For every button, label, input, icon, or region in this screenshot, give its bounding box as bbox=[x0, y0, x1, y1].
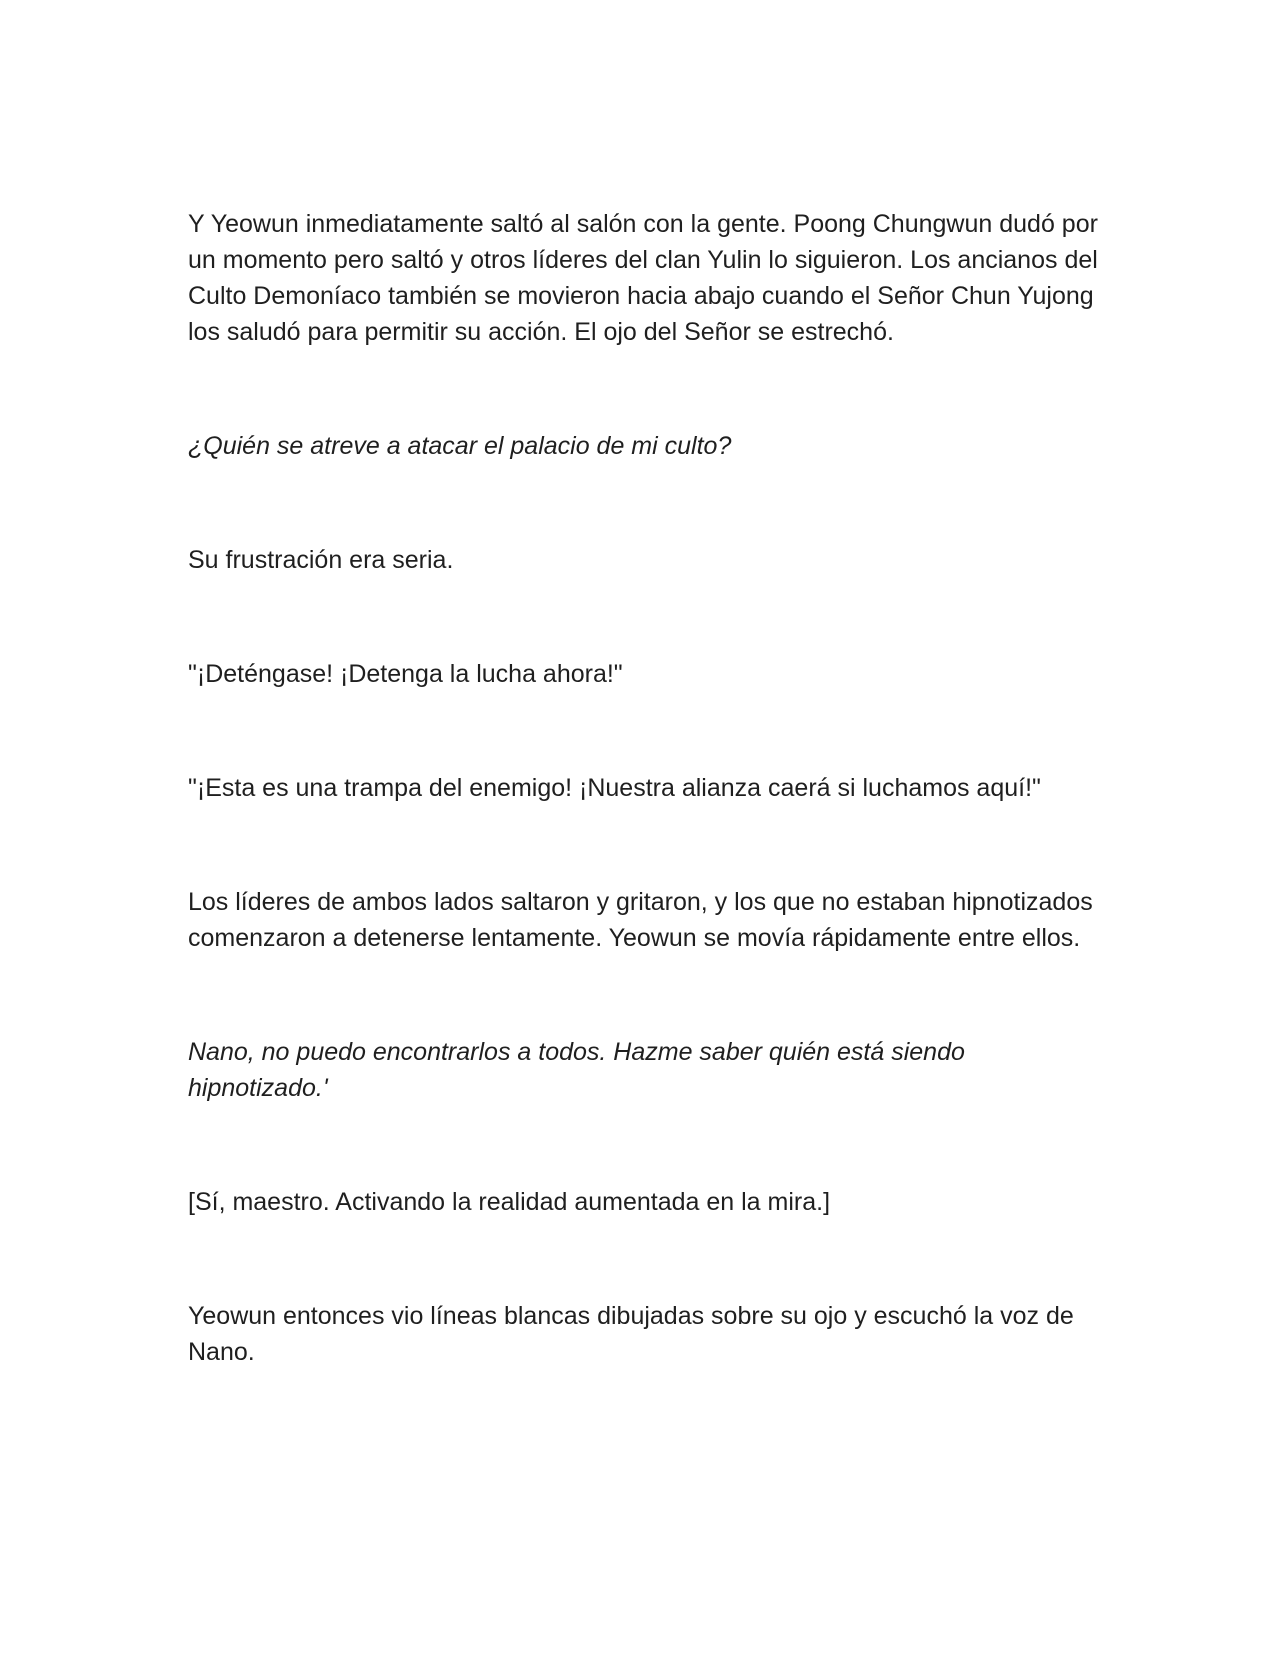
paragraph-enemy-trap: "¡Esta es una trampa del enemigo! ¡Nuestra alianza caerá si luchamos aquí!" bbox=[188, 774, 1041, 802]
document-body bbox=[188, 206, 1098, 1370]
paragraph-who-dares: ¿Quién se atreve a atacar el palacio de mi culto? bbox=[188, 432, 732, 460]
paragraph-white-lines: Yeowun entonces vio líneas blancas dibujadas sobre su ojo y escuchó la voz de Nano. bbox=[188, 1302, 1074, 1366]
paragraph-nano-reply: [Sí, maestro. Activando la realidad aumentada en la mira.] bbox=[188, 1188, 831, 1216]
paragraph-yeowun-jumps: Y Yeowun inmediatamente saltó al salón con la gente. Poong Chungwun dudó por un momento pero saltó y otros líderes del clan Yulin lo siguieron. Los ancianos del Culto Demoníaco también se movieron hacia abajo cuando el Señor Chun Yujong los saludó para permitir su acción. El ojo del Señor se estrechó. bbox=[188, 210, 1098, 346]
paragraph-stop-fighting: "¡Deténgase! ¡Detenga la lucha ahora!" bbox=[188, 660, 623, 688]
paragraph-frustration: Su frustración era seria. bbox=[188, 546, 454, 574]
paragraph-nano-request: Nano, no puedo encontrarlos a todos. Hazme saber quién está siendo hipnotizado.' bbox=[188, 1038, 965, 1102]
paragraph-leaders-shout: Los líderes de ambos lados saltaron y gritaron, y los que no estaban hipnotizados comenzaron a detenerse lentamente. Yeowun se movía rápidamente entre ellos. bbox=[188, 888, 1093, 952]
